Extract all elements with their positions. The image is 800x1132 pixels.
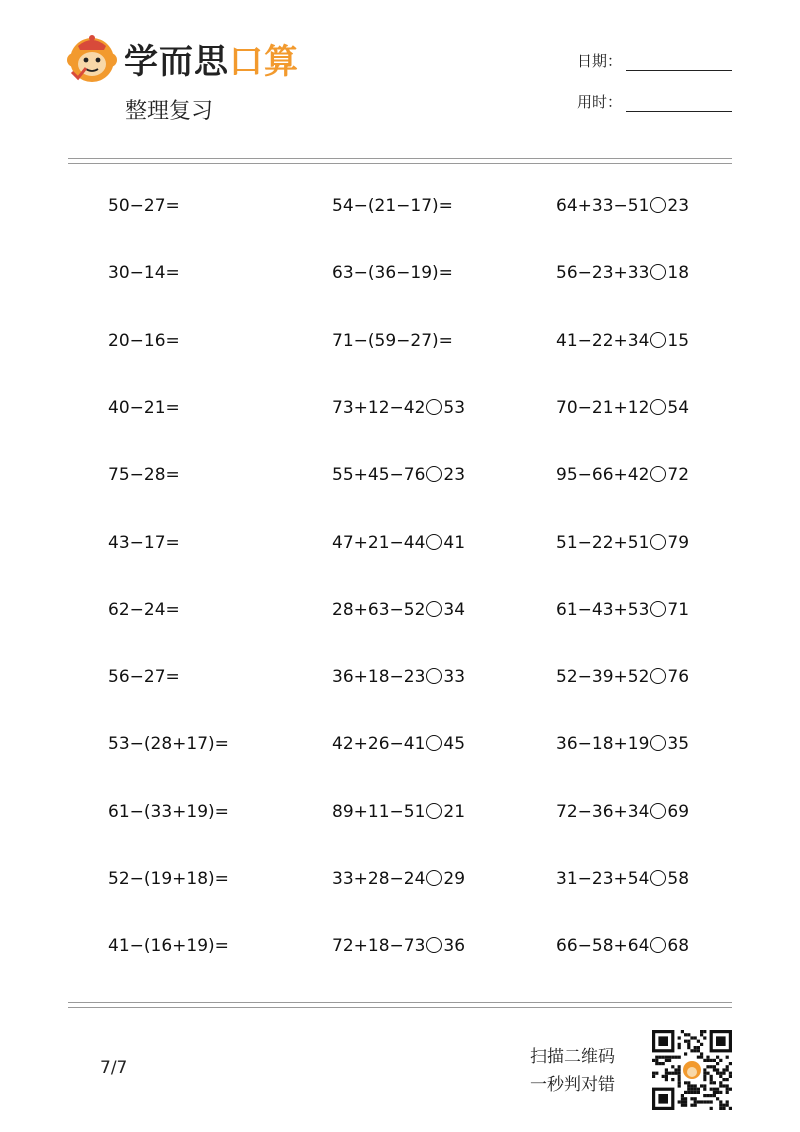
- problem-expression: 72+18−73: [332, 936, 426, 957]
- problem-expression: 56−23+33: [556, 263, 650, 284]
- page-number: 7/7: [100, 1058, 128, 1078]
- problem-expression: 95−66+42: [556, 465, 650, 486]
- problem-expression: 70−21+12: [556, 397, 650, 418]
- problem-row: [108, 734, 748, 764]
- compare-circle[interactable]: [650, 937, 666, 953]
- compare-circle[interactable]: [426, 399, 442, 415]
- compare-circle[interactable]: [650, 399, 666, 415]
- problem-expression: 71−(59−27)=: [332, 330, 453, 351]
- date-field: [577, 50, 732, 71]
- problem-expression: 61−(33+19)=: [108, 801, 229, 822]
- problem-expression: 31−23+54: [556, 869, 650, 889]
- problem-item: [556, 802, 689, 822]
- time-field: [577, 91, 732, 112]
- compare-value: 21: [443, 801, 466, 822]
- problem-item: [556, 869, 689, 889]
- problem-expression: 55+45−76: [332, 465, 426, 486]
- problem-row: [108, 600, 748, 630]
- compare-value: 53: [443, 397, 466, 418]
- problem-item: [556, 196, 689, 216]
- problem-row: [108, 533, 748, 563]
- problem-item: [332, 600, 465, 620]
- problem-expression: 51−22+51: [556, 532, 650, 553]
- compare-circle[interactable]: [426, 668, 442, 684]
- problem-item: [332, 465, 465, 485]
- problem-item: [332, 263, 453, 283]
- problem-item: [556, 936, 689, 956]
- problem-item: [108, 533, 180, 553]
- compare-value: 58: [667, 869, 690, 889]
- problem-item: [556, 734, 689, 754]
- problem-item: [332, 802, 465, 822]
- problem-row: [108, 331, 748, 361]
- problem-item: [108, 869, 229, 889]
- compare-value: 45: [443, 734, 466, 755]
- compare-circle[interactable]: [426, 601, 442, 617]
- time-label: 用时：: [576, 93, 622, 111]
- problem-item: [108, 802, 229, 822]
- problem-item: [332, 667, 465, 687]
- problem-row: [108, 667, 748, 697]
- problem-expression: 43−17=: [108, 532, 180, 553]
- problem-item: [332, 936, 465, 956]
- problem-item: [332, 869, 465, 889]
- problem-expression: 75−28=: [108, 465, 180, 486]
- compare-circle[interactable]: [650, 803, 666, 819]
- compare-circle[interactable]: [650, 332, 666, 348]
- bottom-divider-2: [68, 1007, 732, 1008]
- problem-expression: 54−(21−17)=: [332, 196, 453, 216]
- problem-expression: 42+26−41: [332, 734, 426, 755]
- problem-item: [108, 465, 180, 485]
- problem-expression: 36+18−23: [332, 667, 426, 688]
- problem-item: [332, 196, 453, 216]
- date-blank: [626, 56, 732, 71]
- scan-hint: [530, 1043, 615, 1099]
- compare-value: 68: [667, 936, 690, 957]
- compare-circle[interactable]: [650, 870, 666, 886]
- problem-item: [108, 734, 229, 754]
- problem-expression: 47+21−44: [332, 532, 426, 553]
- compare-circle[interactable]: [426, 466, 442, 482]
- problem-item: [108, 398, 180, 418]
- compare-value: 76: [667, 667, 690, 688]
- problem-item: [332, 533, 465, 553]
- brand-accent: 口算: [229, 41, 299, 82]
- problem-expression: 64+33−51: [556, 196, 650, 216]
- compare-circle[interactable]: [650, 197, 666, 213]
- problem-row: [108, 398, 748, 428]
- page-subtitle: 整理复习: [125, 99, 214, 124]
- date-label: 日期：: [576, 52, 622, 70]
- compare-circle[interactable]: [650, 264, 666, 280]
- problem-expression: 72−36+34: [556, 801, 650, 822]
- problem-item: [108, 331, 180, 351]
- compare-value: 23: [443, 465, 466, 486]
- problem-expression: 73+12−42: [332, 397, 426, 418]
- problem-item: [556, 263, 689, 283]
- problem-expression: 52−(19+18)=: [108, 869, 229, 889]
- logo: [66, 32, 299, 84]
- problem-expression: 33+28−24: [332, 869, 426, 889]
- problem-expression: 28+63−52: [332, 599, 426, 620]
- compare-value: 79: [667, 532, 690, 553]
- scan-hint-line2: 一秒判对错: [530, 1075, 615, 1095]
- compare-value: 69: [667, 801, 690, 822]
- compare-circle[interactable]: [650, 466, 666, 482]
- problem-expression: 63−(36−19)=: [332, 263, 453, 284]
- compare-value: 29: [443, 869, 466, 889]
- compare-value: 41: [443, 532, 466, 553]
- compare-circle[interactable]: [426, 937, 442, 953]
- problem-item: [332, 734, 465, 754]
- problem-item: [108, 936, 229, 956]
- compare-value: 71: [667, 599, 690, 620]
- compare-value: 72: [667, 465, 690, 486]
- problem-item: [556, 331, 689, 351]
- problem-expression: 20−16=: [108, 330, 180, 351]
- compare-circle[interactable]: [426, 870, 442, 886]
- top-divider-1: [68, 158, 732, 159]
- problem-expression: 50−27=: [108, 196, 180, 216]
- problem-expression: 56−27=: [108, 667, 180, 688]
- problem-expression: 52−39+52: [556, 667, 650, 688]
- compare-circle[interactable]: [426, 803, 442, 819]
- problem-item: [108, 667, 180, 687]
- problem-item: [332, 331, 453, 351]
- compare-value: 34: [443, 599, 466, 620]
- top-divider-2: [68, 163, 732, 164]
- compare-circle[interactable]: [426, 735, 442, 751]
- compare-value: 33: [443, 667, 466, 688]
- problem-item: [108, 196, 180, 216]
- compare-circle[interactable]: [426, 534, 442, 550]
- problem-row: [108, 936, 748, 966]
- problem-expression: 53−(28+17)=: [108, 734, 229, 755]
- monkey-mascot-icon: [66, 32, 118, 84]
- problem-row: [108, 869, 748, 899]
- compare-value: 36: [443, 936, 466, 957]
- problem-item: [332, 398, 465, 418]
- problem-expression: 66−58+64: [556, 936, 650, 957]
- time-blank: [626, 97, 732, 112]
- problem-item: [108, 600, 180, 620]
- problem-expression: 41−(16+19)=: [108, 936, 229, 957]
- compare-value: 35: [667, 734, 690, 755]
- problem-item: [556, 667, 689, 687]
- problem-expression: 36−18+19: [556, 734, 650, 755]
- problem-row: [108, 465, 748, 495]
- problem-item: [556, 600, 689, 620]
- compare-value: 54: [667, 397, 690, 418]
- qr-code-icon[interactable]: [652, 1030, 732, 1110]
- problem-item: [556, 533, 689, 553]
- compare-value: 15: [667, 330, 690, 351]
- problem-item: [556, 465, 689, 485]
- problem-item: [556, 398, 689, 418]
- problem-expression: 40−21=: [108, 397, 180, 418]
- problem-expression: 61−43+53: [556, 599, 650, 620]
- problem-row: [108, 196, 748, 226]
- problem-expression: 89+11−51: [332, 801, 426, 822]
- problem-expression: 41−22+34: [556, 330, 650, 351]
- problem-row: [108, 802, 748, 832]
- problem-expression: 62−24=: [108, 599, 180, 620]
- problem-item: [108, 263, 180, 283]
- problem-expression: 30−14=: [108, 263, 180, 284]
- compare-circle[interactable]: [650, 534, 666, 550]
- bottom-divider-1: [68, 1002, 732, 1003]
- compare-circle[interactable]: [650, 735, 666, 751]
- compare-value: 23: [667, 196, 690, 216]
- problem-row: [108, 263, 748, 293]
- scan-hint-line1: 扫描二维码: [530, 1047, 615, 1067]
- brand-main: 学而思: [124, 41, 229, 82]
- compare-value: 18: [667, 263, 690, 284]
- brand-title: [124, 34, 299, 83]
- compare-circle[interactable]: [650, 601, 666, 617]
- compare-circle[interactable]: [650, 668, 666, 684]
